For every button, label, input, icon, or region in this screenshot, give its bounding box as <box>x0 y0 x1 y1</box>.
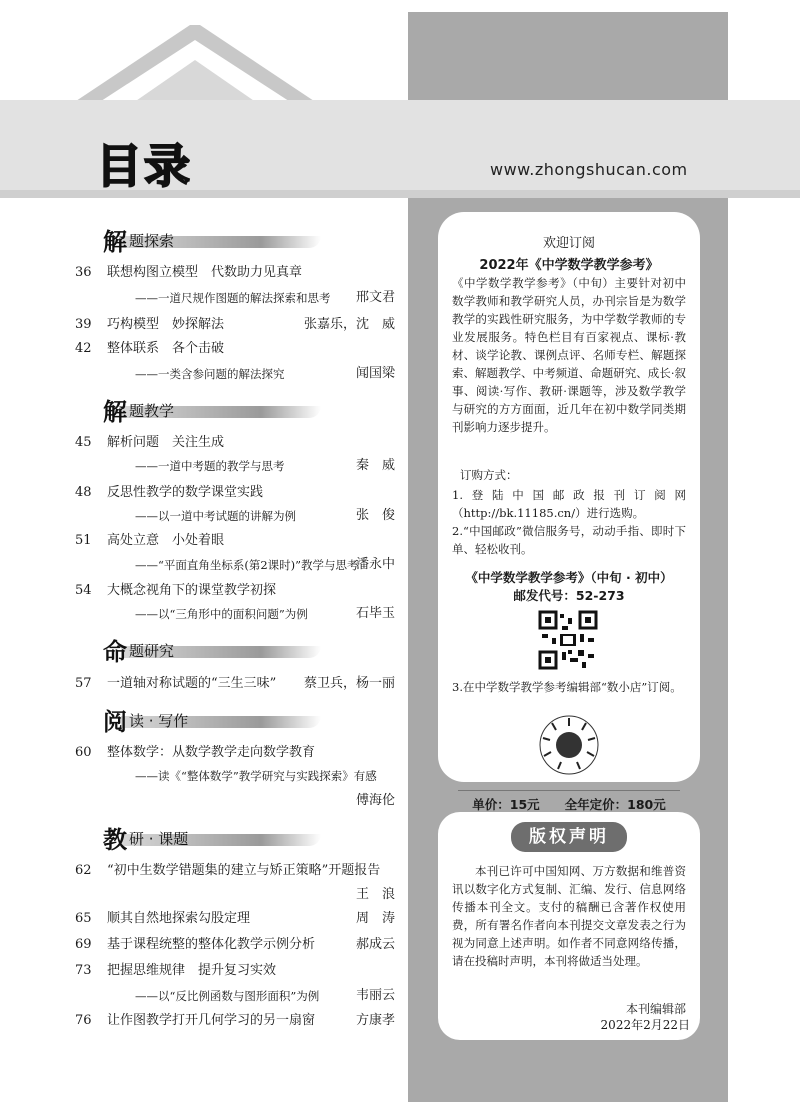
toc-entry[interactable]: 73 把握思维规律 提升复习实效 <box>75 963 277 978</box>
section-header: 解 题探索 <box>103 222 333 256</box>
subscribe-heading: 欢迎订阅 <box>542 236 595 251</box>
page-title: 目录 <box>96 139 192 193</box>
section-header: 命 题研究 <box>103 632 333 666</box>
toc-subtitle: ——读《“整体数学”教学研究与实践探索》有感 <box>135 769 377 783</box>
order-method-2: 2.“中国邮政”微信服务号，动动手指、即时下单、轻松收刊。 <box>452 524 686 556</box>
toc-entry[interactable]: 51 高处立意 小处着眼 <box>75 533 225 548</box>
section-header: 阅 读 · 写作 <box>103 702 333 736</box>
toc-entry[interactable]: 42 整体联系 各个击破 <box>75 341 225 356</box>
table-of-contents <box>75 0 395 1119</box>
toc-entry[interactable]: 48 反思性教学的数学课堂实践 <box>75 485 264 500</box>
toc-author: 傅海伦 <box>355 793 395 808</box>
subscribe-year-title: 2022年《中学数学教学参考》 <box>479 258 659 273</box>
order-method-1[interactable]: 1.登陆中国邮政报刊订阅网（http://bk.11185.cn/）进行选购。 <box>452 488 686 520</box>
toc-entry[interactable]: 76 让作图教学打开几何学习的另一扇窗 方康孝 <box>75 1013 395 1028</box>
price-info: 单价：15元 全年定价：180元 <box>458 790 680 813</box>
journal-edition: 《中学数学教学参考》（中旬 · 初中） <box>465 570 673 585</box>
toc-entry[interactable]: 36 联想构图立模型 代数助力见真章 <box>75 265 303 280</box>
qr-code-icon[interactable] <box>538 610 598 670</box>
section-header: 教 研 · 课题 <box>103 820 333 854</box>
toc-entry[interactable]: 54 大概念视角下的课堂教学初探 <box>75 583 277 598</box>
toc-subtitle: ——一类含参问题的解法探究 闻国梁 <box>135 366 395 381</box>
toc-subtitle: ——以一道中考试题的讲解为例 张 俊 <box>135 508 395 523</box>
order-methods-label: 订购方式： <box>460 468 518 482</box>
toc-entry[interactable]: 60 整体数学：从数学教学走向数学教育 <box>75 745 316 760</box>
copyright-signer: 本刊编辑部 <box>625 1002 686 1016</box>
copyright-panel <box>438 812 700 1040</box>
copyright-banner: 版权声明 <box>511 822 627 852</box>
subscribe-intro: 《中学数学教学参考》（中旬）主要针对初中数学教师和教学研究人员，办刊宗旨是为数学教学的实践性研究服务，为中学数学教师的专业发展服务。特色栏目有百家视点、课标·教材、谈学论教、课例点评、名师专栏、解题探索、解题教学、中考频道、命题研究、成长·叙事、阅读·写作、教研·课题等，涉及数学教学与研究的方方面面，近几年在初中数学同类期刊影响力逐步提升。 <box>452 276 686 434</box>
toc-subtitle: ——一道尺规作图题的解法探索和思考 邢文君 <box>135 290 395 305</box>
toc-subtitle: ——以“反比例函数与图形面积”为例 韦丽云 <box>135 988 395 1003</box>
website-link[interactable]: www.zhongshucan.com <box>490 160 688 179</box>
subscription-panel <box>438 212 700 812</box>
toc-entry[interactable]: 45 解析问题 关注生成 <box>75 435 225 450</box>
copyright-text: 本刊已许可中国知网、万方数据和维普资讯以数字化方式复制、汇编、发行、信息网络传播本刊全文。支付的稿酬已含著作权使用费，所有署名作者向本刊提交文章发表之行为视为同意上述声明。如作者不同意网络传播，请在投稿时声明，本刊将做适当处理。 <box>452 864 686 968</box>
toc-entry[interactable]: 57 一道轴对称试题的“三生三味” 蔡卫兵，杨一丽 <box>75 676 395 691</box>
toc-subtitle: ——以“三角形中的面积问题”为例 石毕玉 <box>135 606 395 621</box>
order-method-3: 3.在中学数学教学参考编辑部“数小店”订阅。 <box>452 680 682 694</box>
toc-entry[interactable]: 69 基于课程统整的整体化教学示例分析 郝成云 <box>75 937 395 952</box>
toc-author: 王 浪 <box>355 887 395 902</box>
copyright-date: 2022年2月22日 <box>600 1018 690 1032</box>
section-header: 解 题教学 <box>103 392 333 426</box>
mini-program-code-icon[interactable] <box>534 714 604 776</box>
toc-entry[interactable]: 39 巧构模型 妙探解法 张嘉乐，沈 威 <box>75 317 395 332</box>
toc-subtitle: ——一道中考题的教学与思考 秦 威 <box>135 458 395 473</box>
toc-entry[interactable]: 62 “初中生数学错题集的建立与矫正策略”开题报告 <box>75 863 381 878</box>
toc-entry[interactable]: 65 顺其自然地探索勾股定理 周 涛 <box>75 911 395 926</box>
toc-subtitle: ——“平面直角坐标系(第2课时)”教学与思考 潘永中 <box>135 557 395 572</box>
postal-code: 邮发代号：52-273 <box>513 588 625 603</box>
